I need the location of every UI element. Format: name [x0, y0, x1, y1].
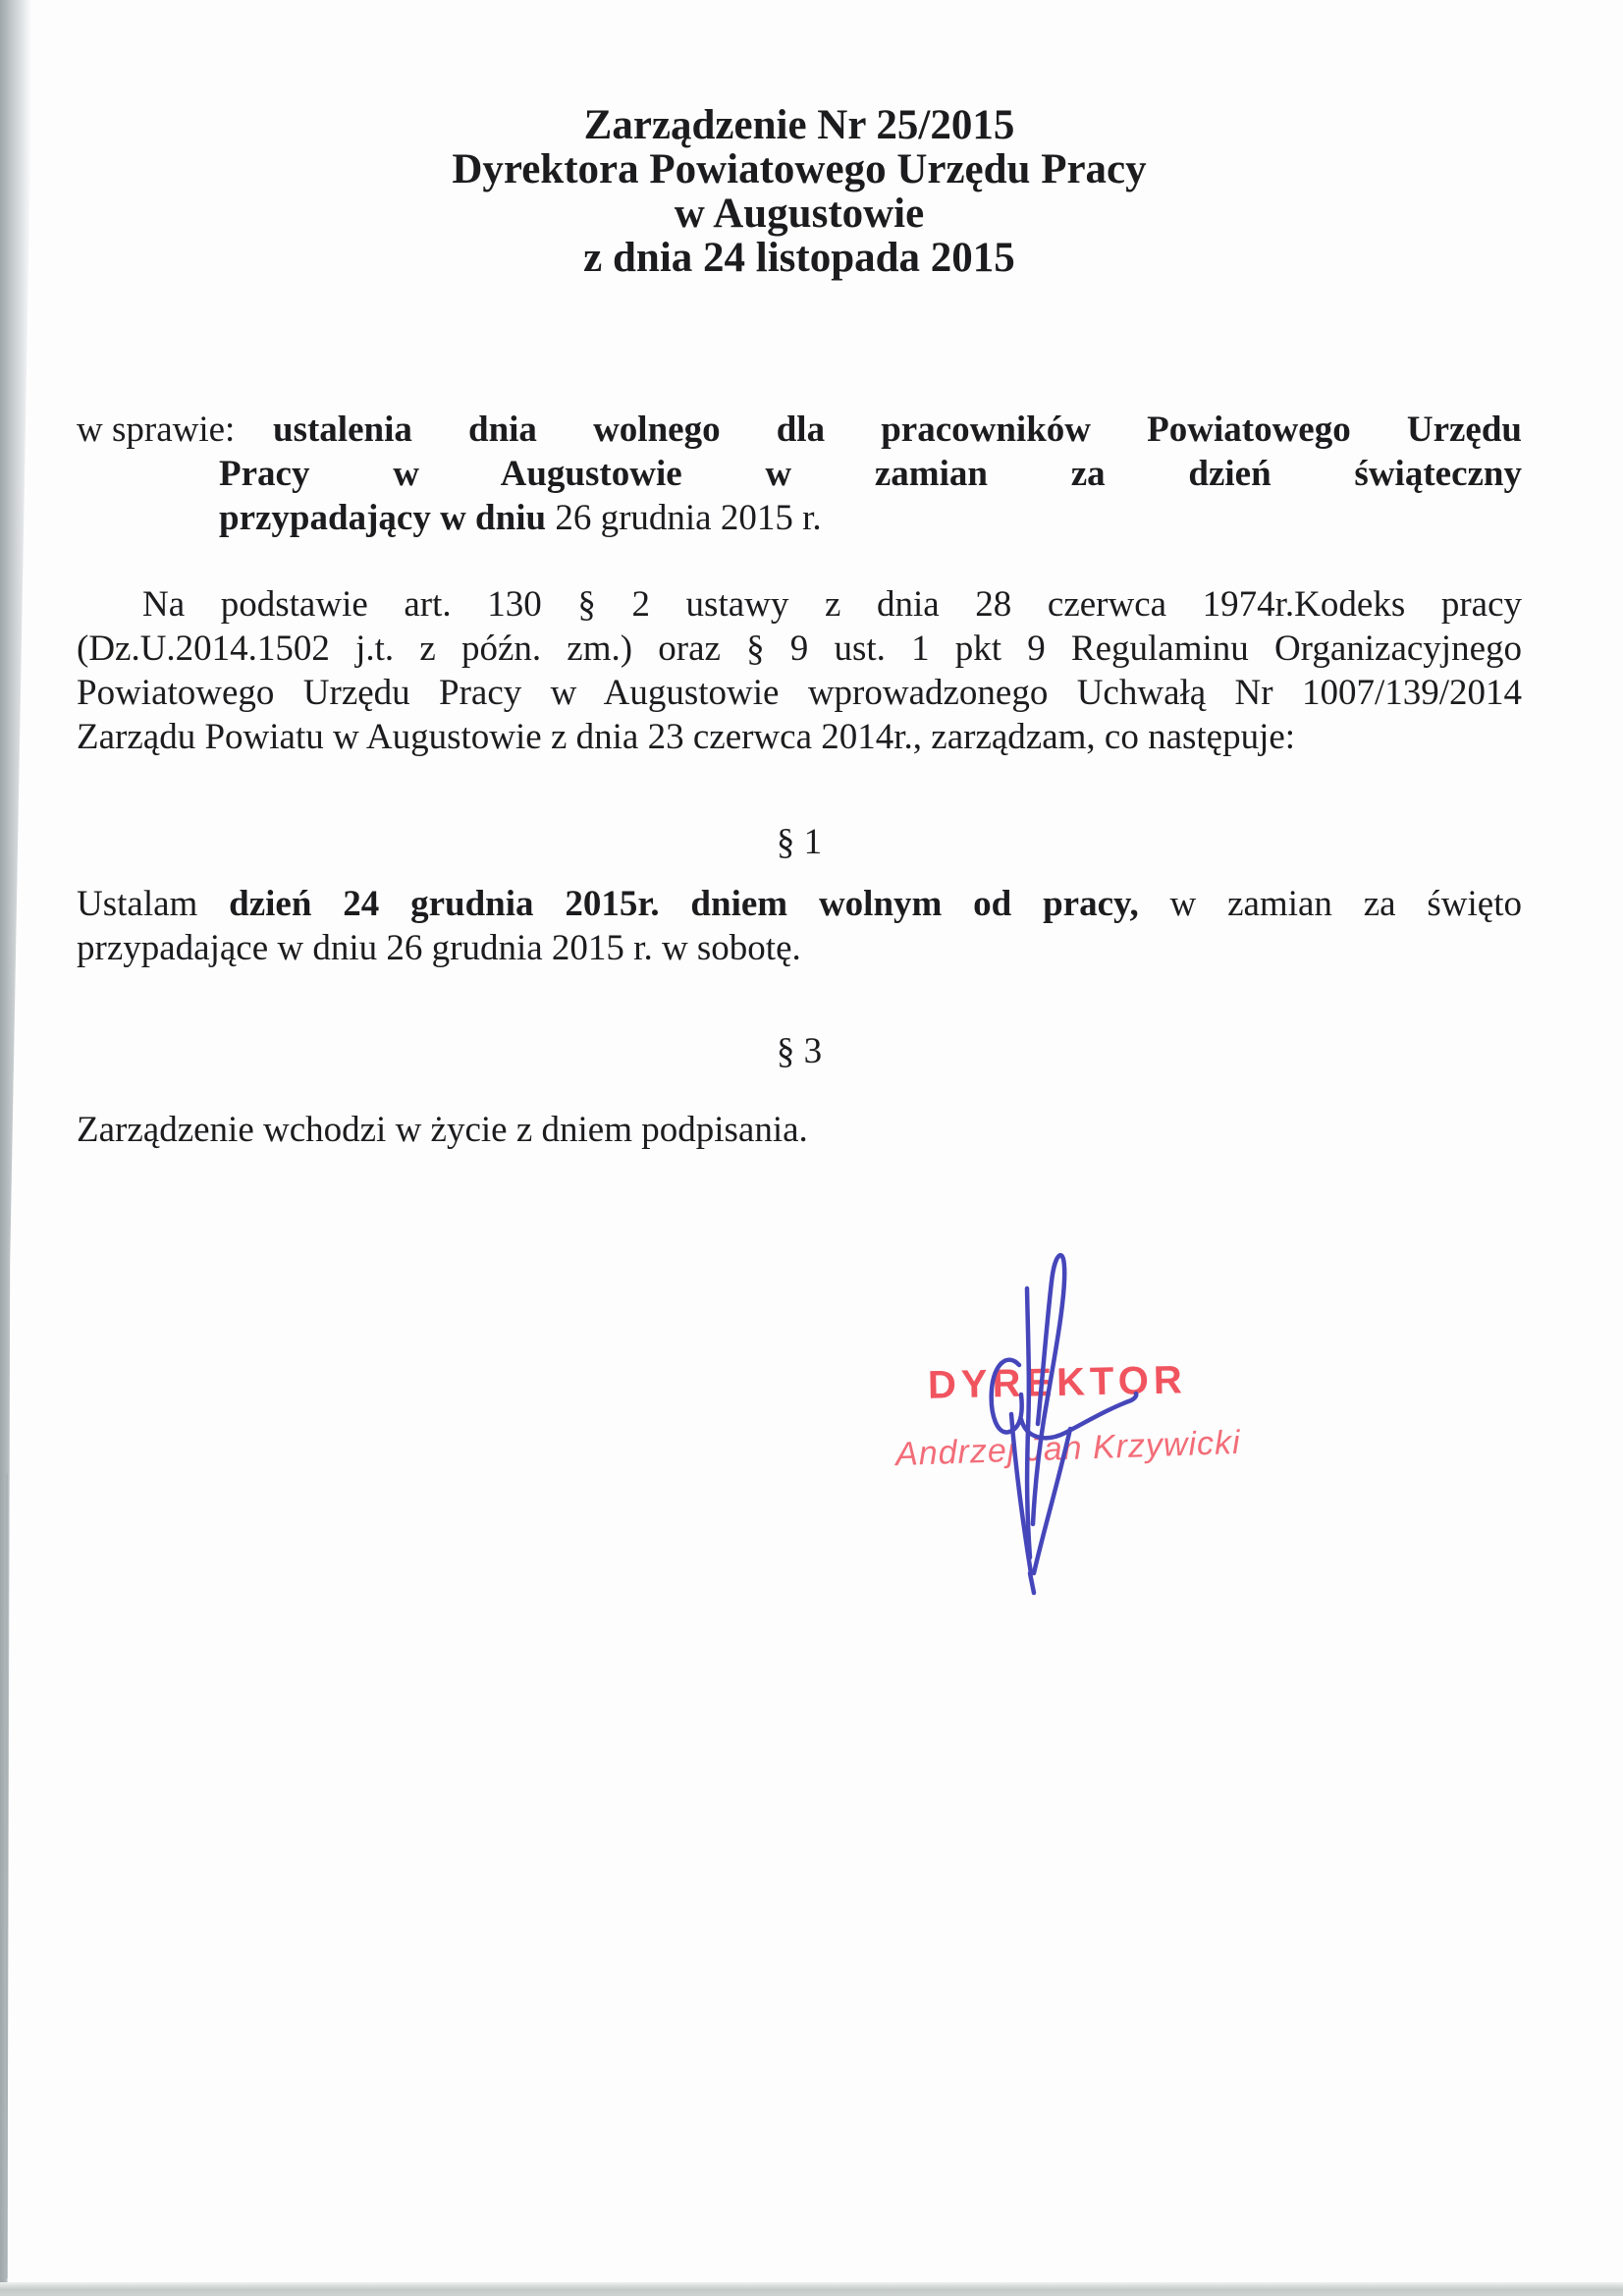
subject-block — [77, 408, 1522, 540]
section-1-body: Ustalam dzień 24 grudnia 2015r. dniem wolnym od pracy, w zamian za święto przypadające w dniu 26 grudnia 2015 r. w sobotę. — [77, 884, 1523, 968]
signature-area — [874, 1228, 1242, 1620]
section-3-heading: § 3 — [776, 1031, 823, 1071]
subject-label: w sprawie: — [77, 410, 236, 450]
issuer-city-line: w Augustowie — [674, 191, 925, 237]
ordinance-date-line: z dnia 24 listopada 2015 — [583, 235, 1015, 281]
section-1-heading: § 1 — [776, 822, 823, 862]
document-title-block — [77, 103, 1522, 280]
section-3-body: Zarządzenie wchodzi w życie z dniem podpisania. — [77, 1110, 808, 1150]
subject-text: ustalenia dnia wolnego dla pracowników Powiatowego Urzędu Pracy w Augustowie w zamian za dzień świąteczny przypadający w dniu 26 grudnia 2015 r. — [219, 410, 1522, 538]
director-stamp-title: DYREKTOR — [927, 1358, 1188, 1407]
issuer-line: Dyrektora Powiatowego Urzędu Pracy — [452, 146, 1147, 192]
director-stamp-name: Andrzej Jan Krzywicki — [894, 1423, 1242, 1474]
handwritten-signature-ink — [933, 1228, 1178, 1606]
legal-basis-paragraph: Na podstawie art. 130 § 2 ustawy z dnia 28 czerwca 1974r.Kodeks pracy (Dz.U.2014.1502 j.t. z późn. zm.) oraz § 9 ust. 1 pkt 9 Regulaminu Organizacyjnego Powiatowego Urzędu Pracy w Augustowie wprowadzonego Uchwałą Nr 1007/139/2014 Zarządu Powiatu w Augustowie z dnia 23 czerwca 2014r., zarządzam, co następuje: — [77, 584, 1522, 757]
ordinance-number-title: Zarządzenie Nr 25/2015 — [583, 102, 1015, 148]
